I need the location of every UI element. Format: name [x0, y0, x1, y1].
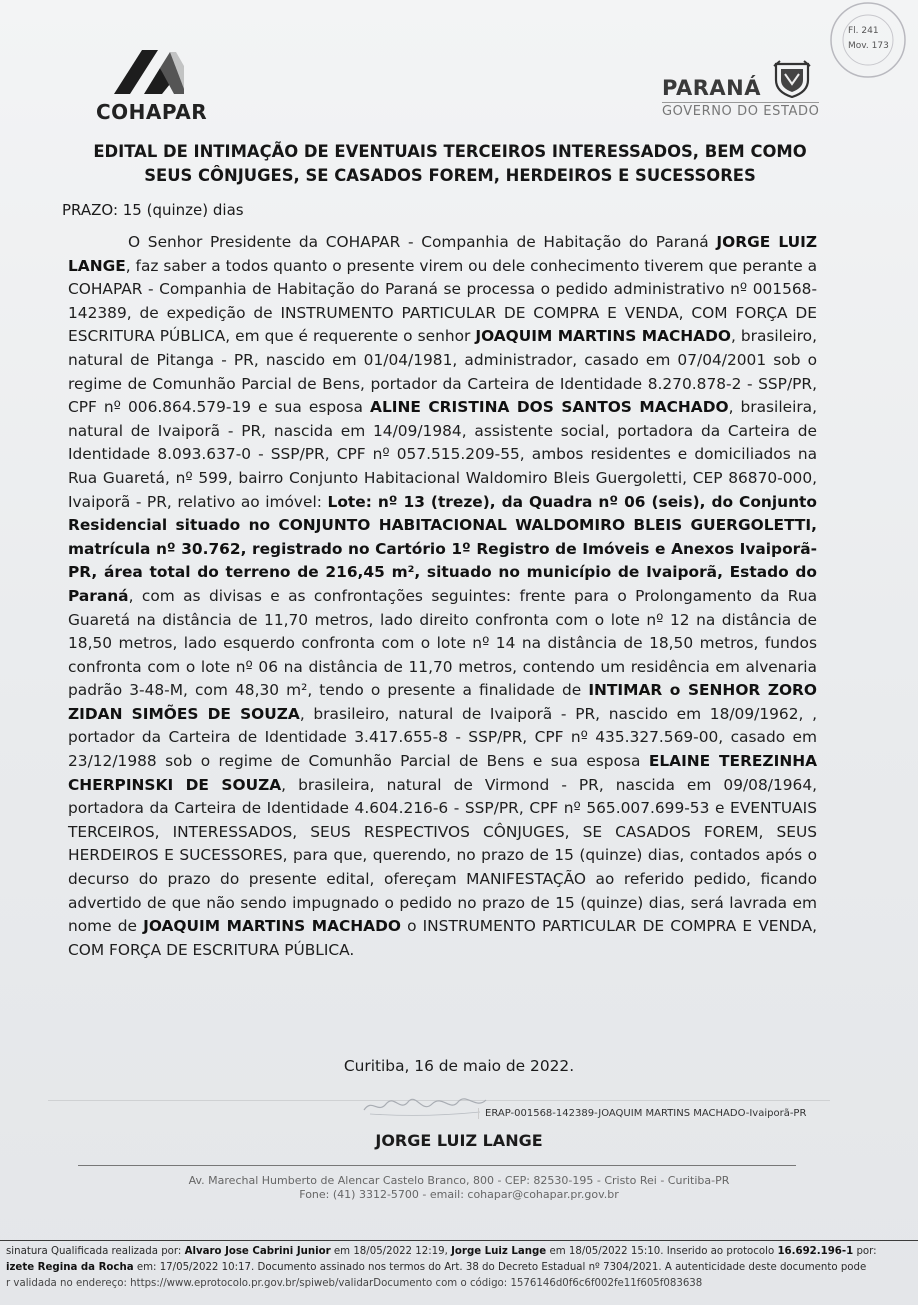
body-seg-7: Lote: nº 13 (treze), da Quadra nº 06 (seis), do Conjunto Residencial situado no CONJUNTO HABITACIONAL WALDOMIRO BLEIS GUERGOLETTI, matrícula nº 30.762, registrado no Cartório 1º Registro de Imóveis e Anexos Ivaiporã-PR, área total do terreno de 216,45 m², situado no município de Ivaiporã, Estado do Paraná — [68, 492, 817, 605]
body-seg-4: , brasileiro, natural de Pitanga - PR, nascido em 01/04/1981, administrador, casado em 07/04/2001 sob o regime de Comunhão Parcial de Bens, portador da Carteira de Identidade 8.270.878-2 - SSP/PR, CPF nº 006.864.579-19 e sua esposa — [68, 327, 817, 417]
protocol-footer — [6, 1244, 911, 1292]
cohapar-mark-icon — [114, 48, 184, 96]
handwritten-signature-icon — [360, 1092, 490, 1120]
body-seg-2: , faz saber a todos quanto o presente virem ou dele conhecimento tiverem que perante a COHAPAR - Companhia de Habitação do Paraná se processa o pedido administrativo nº 001568-142389, de expedição de INSTRUMENTO PARTICULAR DE COMPRA E VENDA, COM FORÇA DE ESCRITURA PÚBLICA, em que é requerente o senhor — [68, 256, 817, 346]
body-seg-8: , com as divisas e as confrontações seguintes: frente para o Prolongamento da Rua Guaretá na distância de 11,70 metros, lado direito confronta com o lote nº 12 na distância de 18,50 metros, lado esquerdo confronta com o lote nº 14 na distância de 18,50 metros, fundos confronta com o lote nº 06 na distância de 11,70 metros, contendo um residência em alvenaria padrão 3-48-M, com 48,30 m², tendo o presente a finalidade de — [68, 586, 817, 700]
parana-crest-icon — [772, 60, 812, 98]
parana-logo — [660, 60, 830, 120]
body-seg-12: , brasileira, natural de Virmond - PR, nascida em 09/08/1964, portadora da Carteira de Identidade 4.604.216-6 - SSP/PR, CPF nº 565.007.699-53 e EVENTUAIS TERCEIROS, INTERESSADOS, SEUS RESPECTIVOS CÔNJUGES, SE CASADOS FOREM, SEUS HERDEIROS E SUCESSORES, para que, querendo, no prazo de 15 (quinze) dias, contados após o decurso do prazo do presente edital, ofereçam MANIFESTAÇÃO ao referido pedido, ficando advertido de que não sendo impugnado o pedido no prazo de 15 (quinze) dias, será lavrada em nome de — [68, 775, 817, 936]
body-seg-0: O Senhor Presidente da COHAPAR - Companhia de Habitação do Paraná — [128, 233, 717, 251]
signer-name: JORGE LUIZ LANGE — [375, 1131, 543, 1150]
signature-document-code: ERAP-001568-142389-JOAQUIM MARTINS MACHADO-Ivaiporã-PR — [478, 1108, 812, 1119]
date-line: Curitiba, 16 de maio de 2022. — [343, 1057, 575, 1075]
title-line-2: SEUS CÔNJUGES, SE CASADOS FOREM, HERDEIROS E SUCESSORES — [144, 166, 756, 185]
body-seg-9: INTIMAR o SENHOR ZORO ZIDAN SIMÕES DE SOUZA — [68, 681, 817, 723]
protocol-line-2: izete Regina da Rocha em: 17/05/2022 10:17. Documento assinado nos termos do Art. 38 do Decreto Estadual nº 7304/2021. A autenticidade deste documento pode — [6, 1262, 867, 1273]
stamp-movement: Mov. 173 — [848, 41, 889, 51]
parana-logo-name: PARANÁ — [662, 76, 761, 100]
body-seg-3: JOAQUIM MARTINS MACHADO — [475, 327, 731, 346]
title-line-1: EDITAL DE INTIMAÇÃO DE EVENTUAIS TERCEIROS INTERESSADOS, BEM COMO — [93, 142, 807, 161]
body-seg-5: ALINE CRISTINA DOS SANTOS MACHADO — [370, 398, 729, 417]
parana-logo-subtitle: GOVERNO DO ESTADO — [662, 104, 820, 119]
footer-contact: Fone: (41) 3312-5700 - email: cohapar@cohapar.pr.gov.br — [299, 1188, 619, 1201]
body-seg-1: JORGE LUIZ LANGE — [68, 233, 818, 275]
body-seg-14: o INSTRUMENTO PARTICULAR DE COMPRA E VENDA, COM FORÇA DE ESCRITURA PÚBLICA. — [68, 917, 817, 959]
body-seg-11: ELAINE TEREZINHA CHERPINSKI DE SOUZA — [68, 752, 817, 794]
protocol-line-1: sinatura Qualificada realizada por: Alvaro Jose Cabrini Junior em 18/05/2022 12:19, Jorge Luiz Lange em 18/05/2022 15:10. Inserido ao protocolo 16.692.196-1 por: — [6, 1246, 877, 1257]
edital-title — [70, 140, 830, 188]
prazo-line: PRAZO: 15 (quinze) dias — [62, 201, 244, 219]
footer-address: Av. Marechal Humberto de Alencar Castelo Branco, 800 - CEP: 82530-195 - Cristo Rei - Curitiba-PR — [188, 1174, 730, 1187]
body-seg-10: , brasileiro, natural de Ivaiporã - PR, nascido em 18/09/1962, , portador da Carteira de Identidade 3.417.655-8 - SSP/PR, CPF nº 435.327.569-00, casado em 23/12/1988 sob o regime de Comunhão Parcial de Bens e sua esposa — [68, 704, 817, 771]
body-seg-13: JOAQUIM MARTINS MACHADO — [143, 917, 401, 936]
protocol-line-3: r validada no endereço: https://www.eprotocolo.pr.gov.br/spiweb/validarDocumento com o código: 1576146d0f6c6f002fe11f605f083638 — [6, 1278, 703, 1289]
protocol-divider — [0, 1240, 918, 1241]
body-paragraph — [68, 231, 817, 962]
cohapar-logo-text: COHAPAR — [96, 100, 208, 124]
footer-divider — [78, 1165, 796, 1166]
body-seg-6: , brasileira, natural de Ivaiporã - PR, nascida em 14/09/1984, assistente social, portadora da Carteira de Identidade 8.093.637-0 - SSP/PR, CPF nº 057.515.209-55, ambos residentes e domiciliados na Rua Guaretá, nº 599, bairro Conjunto Habitacional Waldomiro Bleis Guergoletti, CEP 86870-000, Ivaiporã - PR, relativo ao imóvel: — [68, 398, 817, 511]
protocol-stamp-seal-icon — [828, 0, 908, 80]
stamp-folio: Fl. 241 — [848, 26, 879, 36]
cohapar-logo — [96, 48, 206, 128]
protocol-stamp — [828, 0, 908, 80]
